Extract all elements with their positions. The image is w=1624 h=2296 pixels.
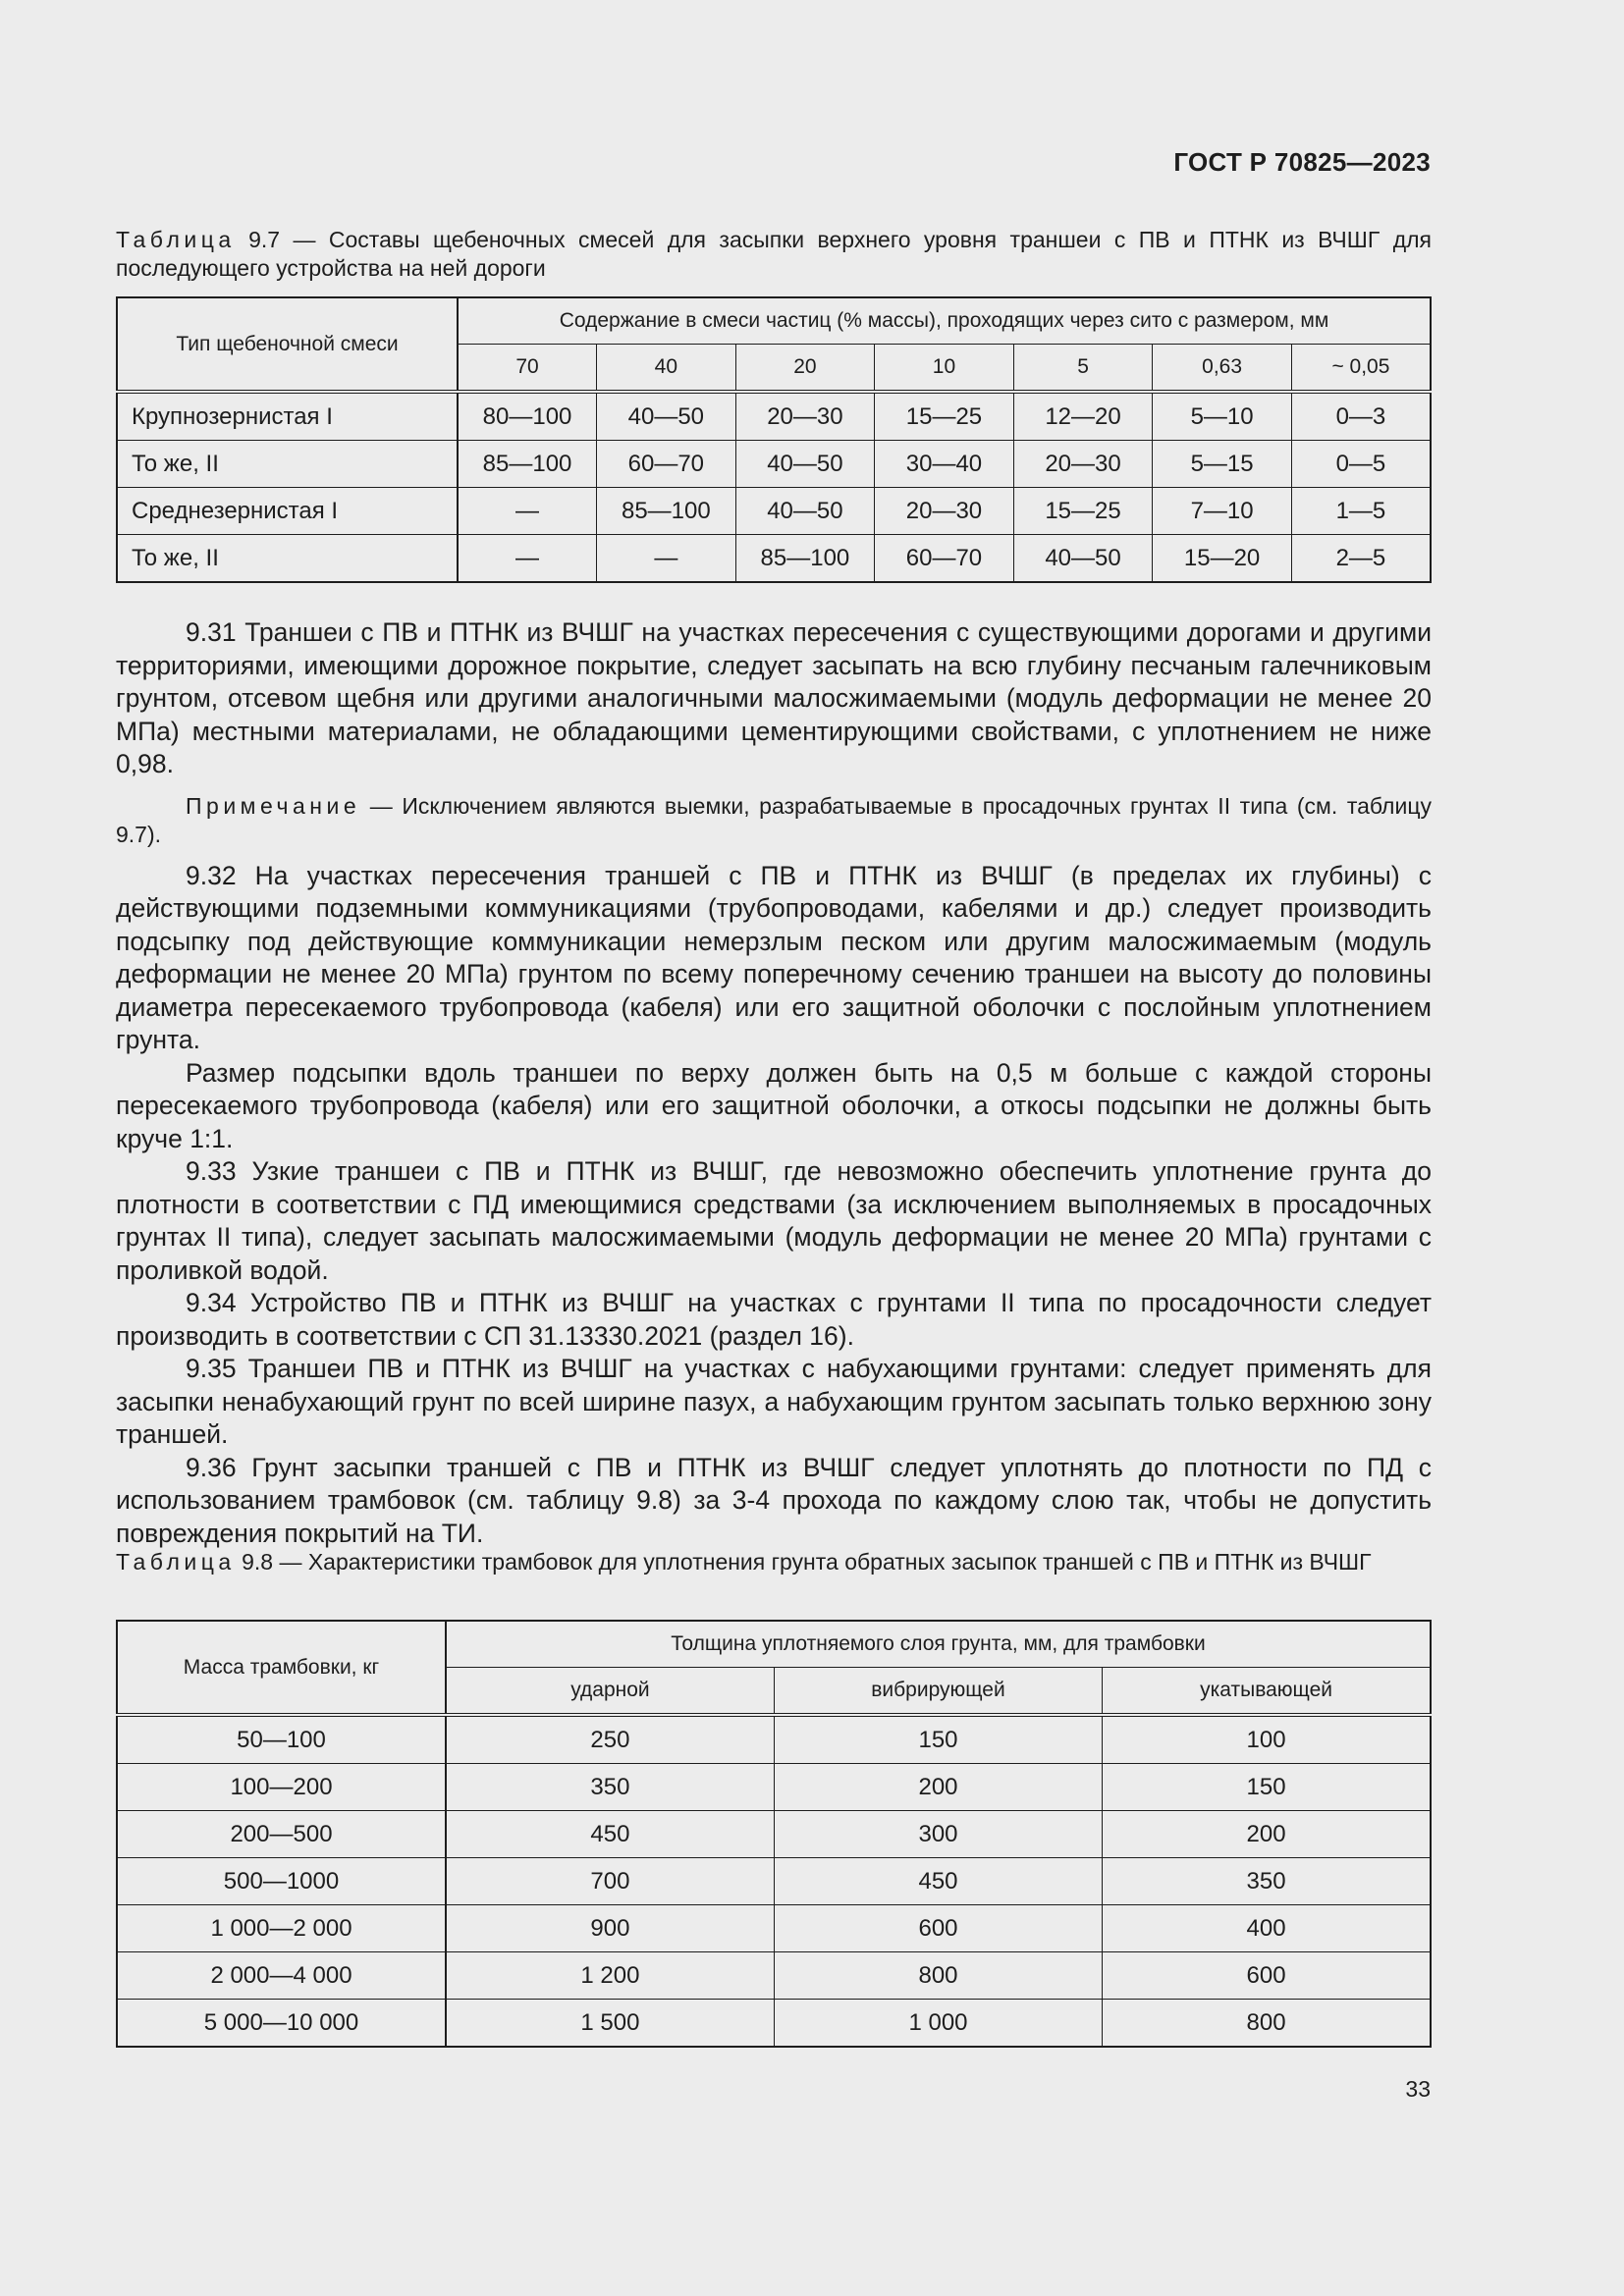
row-label: Крупнозернистая I	[117, 392, 458, 441]
table-row	[117, 1715, 1431, 1764]
table-row	[117, 1952, 1431, 2000]
table-cell: 5—15	[1153, 441, 1292, 488]
table-9-7-caption	[116, 226, 1432, 283]
row-label: Среднезернистая I	[117, 488, 458, 535]
paragraph-9-31: 9.31 Траншеи с ПВ и ПТНК из ВЧШГ на участках пересечения с существующими дорогами и другими территориями, имеющими дорожное покрытие, следует засыпать на всю глубину песчаным галечниковым грунтом, отсевом щебня или другими аналогичными малосжимаемыми (модуль деформации не менее 20 МПа) местными материалами, не обладающими цементирующими свойствами, с уплотнением не ниже 0,98.	[116, 617, 1432, 778]
table-header-row	[117, 1621, 1431, 1668]
table-cell: 85—100	[458, 441, 597, 488]
table-cell: 450	[774, 1858, 1102, 1905]
table-cell: 0—5	[1291, 441, 1431, 488]
table-cell: 350	[446, 1764, 774, 1811]
table-cell: 1 200	[446, 1952, 774, 2000]
paragraph-9-33: 9.33 Узкие траншеи с ПВ и ПТНК из ВЧШГ, где невозможно обеспечить уплотнение грунта до плотности в соответствии с ПД имеющимися средствами (за исключением выполняемых в просадочных грунтах II типа), следует засыпать малосжимаемыми (модуль деформации не менее 20 МПа) грунтами с проливкой водой.	[116, 1156, 1432, 1285]
table-9-8-caption	[116, 1548, 1432, 1576]
table-row	[117, 441, 1431, 488]
table-9-7	[116, 296, 1432, 583]
table-cell: 60—70	[875, 535, 1014, 583]
table-row	[117, 1811, 1431, 1858]
body-text	[116, 616, 1432, 1550]
caption-label: Таблица	[116, 227, 236, 252]
table-cell: 85—100	[735, 535, 875, 583]
note-text: — Исключением являются выемки, разрабатываемые в просадочных грунтах II типа (см. таблицу 9.7).	[116, 792, 1432, 847]
table-row	[117, 2000, 1431, 2048]
caption-label: Таблица	[116, 1549, 236, 1575]
table-cell: 15—20	[1153, 535, 1292, 583]
table-cell: 800	[774, 1952, 1102, 2000]
table-cell: 150	[1103, 1764, 1431, 1811]
document-code: ГОСТ Р 70825—2023	[1173, 147, 1431, 177]
table-cell: 300	[774, 1811, 1102, 1858]
paragraph-9-32: 9.32 На участках пересечения траншей с ПВ и ПТНК из ВЧШГ (в пределах их глубины) с действующими подземными коммуникациями (трубопроводами, кабелями и др.) следует производить подсыпку под действующие коммуникации немерзлым песком или другим малосжимаемым (модуль деформации не менее 20 МПа) грунтом по всему поперечному сечению траншеи на высоту до половины диаметра пересекаемого трубопровода (кабеля) или его защитной оболочки с послойным уплотнением грунта.	[116, 860, 1432, 1054]
table-cell: 800	[1103, 2000, 1431, 2048]
table-cell: 900	[446, 1905, 774, 1952]
table-header-row	[117, 297, 1431, 345]
table-row	[117, 535, 1431, 583]
row-label: 100—200	[117, 1764, 446, 1811]
table-cell: 60—70	[597, 441, 736, 488]
row-label: 5 000—10 000	[117, 2000, 446, 2048]
table-9-8	[116, 1620, 1432, 2048]
table-cell: 40—50	[597, 392, 736, 441]
row-label: То же, II	[117, 441, 458, 488]
header-sieve-size: 20	[735, 345, 875, 393]
table-cell: 80—100	[458, 392, 597, 441]
table-cell: 15—25	[1013, 488, 1153, 535]
header-sieve-size: 40	[597, 345, 736, 393]
header-content-group: Содержание в смеси частиц (% массы), проходящих через сито с размером, мм	[458, 297, 1431, 345]
table-cell: 12—20	[1013, 392, 1153, 441]
header-mass: Масса трамбовки, кг	[117, 1621, 446, 1715]
header-impact: ударной	[446, 1668, 774, 1716]
row-label: 2 000—4 000	[117, 1952, 446, 2000]
table-cell: 1 000	[774, 2000, 1102, 2048]
header-sieve-size: 70	[458, 345, 597, 393]
paragraph-9-34: 9.34 Устройство ПВ и ПТНК из ВЧШГ на участках с грунтами II типа по просадочности следует производить в соответствии с СП 31.13330.2021 (раздел 16).	[116, 1288, 1432, 1351]
table-cell: 600	[1103, 1952, 1431, 2000]
header-sieve-size: 10	[875, 345, 1014, 393]
table-cell: 2—5	[1291, 535, 1431, 583]
header-sieve-size: ~ 0,05	[1291, 345, 1431, 393]
table-cell: —	[458, 535, 597, 583]
row-label: То же, II	[117, 535, 458, 583]
table-cell: —	[597, 535, 736, 583]
paragraph-9-36: 9.36 Грунт засыпки траншей с ПВ и ПТНК из ВЧШГ следует уплотнять до плотности по ПД с использованием трамбовок (см. таблицу 9.8) за 3-4 прохода по каждому слою так, чтобы не допустить повреждения покрытий на ТИ.	[116, 1452, 1432, 1548]
header-vibrating: вибрирующей	[774, 1668, 1102, 1716]
table-cell: 400	[1103, 1905, 1431, 1952]
table-cell: 0—3	[1291, 392, 1431, 441]
header-sieve-size: 5	[1013, 345, 1153, 393]
table-cell: 40—50	[735, 488, 875, 535]
table-cell: 350	[1103, 1858, 1431, 1905]
table-cell: 85—100	[597, 488, 736, 535]
header-mix-type: Тип щебеночной смеси	[117, 297, 458, 392]
caption-text: 9.8 — Характеристики трамбовок для уплотнения грунта обратных засыпок траншей с ПВ и ПТНК из ВЧШГ	[235, 1549, 1372, 1575]
table-cell: 1—5	[1291, 488, 1431, 535]
table-row	[117, 1905, 1431, 1952]
table-cell: 450	[446, 1811, 774, 1858]
table-cell: 250	[446, 1715, 774, 1764]
table-cell: 600	[774, 1905, 1102, 1952]
table-row	[117, 1764, 1431, 1811]
table-row	[117, 1858, 1431, 1905]
row-label: 500—1000	[117, 1858, 446, 1905]
row-label: 200—500	[117, 1811, 446, 1858]
table-cell: —	[458, 488, 597, 535]
header-thickness-group: Толщина уплотняемого слоя грунта, мм, для трамбовки	[446, 1621, 1431, 1668]
table-cell: 1 500	[446, 2000, 774, 2048]
table-cell: 30—40	[875, 441, 1014, 488]
header-sieve-size: 0,63	[1153, 345, 1292, 393]
row-label: 1 000—2 000	[117, 1905, 446, 1952]
table-cell: 200	[1103, 1811, 1431, 1858]
page-number: 33	[1405, 2076, 1431, 2102]
note	[116, 792, 1432, 849]
row-label: 50—100	[117, 1715, 446, 1764]
table-row	[117, 488, 1431, 535]
table-cell: 20—30	[875, 488, 1014, 535]
table-cell: 40—50	[735, 441, 875, 488]
paragraph-9-32-continued: Размер подсыпки вдоль траншеи по верху должен быть на 0,5 м больше с каждой стороны пересекаемого трубопровода (кабеля) или его защитной оболочки, а откосы подсыпки не должны быть круче 1:1.	[116, 1057, 1432, 1153]
header-rolling: укатывающей	[1103, 1668, 1431, 1716]
table-cell: 100	[1103, 1715, 1431, 1764]
caption-text: 9.7 — Составы щебеночных смесей для засыпки верхнего уровня траншеи с ПВ и ПТНК из ВЧШГ для последующего устройства на ней дороги	[116, 227, 1432, 281]
table-cell: 5—10	[1153, 392, 1292, 441]
table-cell: 150	[774, 1715, 1102, 1764]
note-label: Примечание	[186, 792, 361, 819]
table-cell: 200	[774, 1764, 1102, 1811]
table-cell: 7—10	[1153, 488, 1292, 535]
table-cell: 40—50	[1013, 535, 1153, 583]
table-cell: 700	[446, 1858, 774, 1905]
table-cell: 15—25	[875, 392, 1014, 441]
table-cell: 20—30	[735, 392, 875, 441]
table-cell: 20—30	[1013, 441, 1153, 488]
table-row	[117, 392, 1431, 441]
paragraph-9-35: 9.35 Траншеи ПВ и ПТНК из ВЧШГ на участках с набухающими грунтами: следует применять для засыпки ненабухающий грунт по всей ширине пазух, а набухающим грунтом засыпать только верхнюю зону траншей.	[116, 1354, 1432, 1449]
